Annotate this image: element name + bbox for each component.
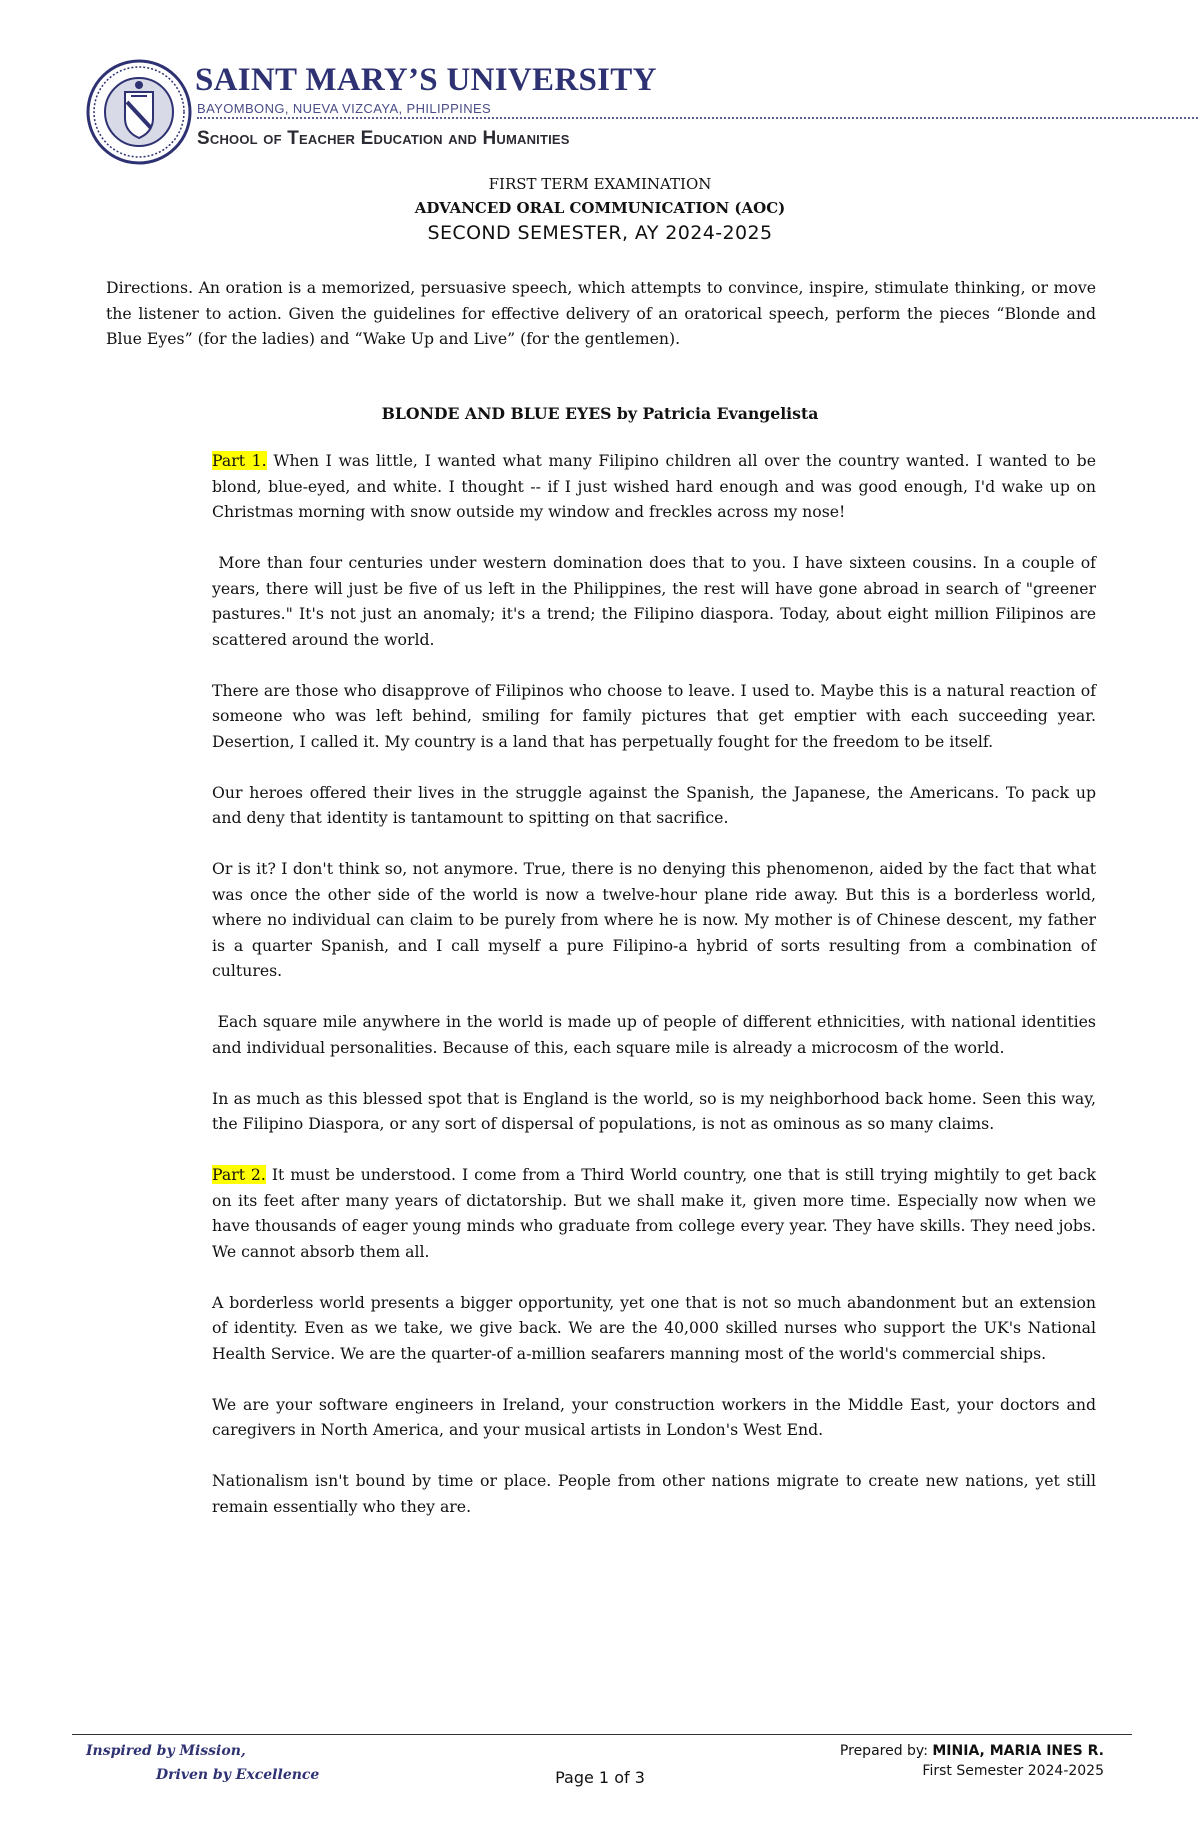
paragraph: Nationalism isn't bound by time or place. People from other nations migrate to create new nations, yet still remain essentially who they are.	[212, 1471, 1096, 1516]
motto-line-1: Inspired by Mission,	[86, 1743, 246, 1759]
speech-body	[212, 448, 1096, 1545]
paragraph-text: It must be understood. I come from a Third World country, one that is still trying mightily to get back on its feet after many years of dictatorship. But we shall make it, given more time. Especially now when we have thousands of eager young minds who graduate from college every year. They have skills. They need jobs. We cannot absorb them all.	[212, 1165, 1096, 1261]
semester-title: SECOND SEMESTER, AY 2024-2025	[427, 222, 773, 244]
paragraph	[212, 1162, 1096, 1264]
paragraph-text: Each square mile anywhere in the world is made up of people of different ethnicities, with national identities and individual personalities. Because of this, each square mile is already a microcosm of the world.	[212, 1012, 1096, 1057]
paragraph-text: When I was little, I wanted what many Filipino children all over the country wanted. I wanted to be blond, blue-eyed, and white. I thought -- if I just wished hard enough and was good enough, I'd wake up on Christmas morning with snow outside my window and freckles across my nose!	[212, 451, 1096, 521]
part-label-highlight: Part 1.	[212, 451, 267, 470]
course-title: ADVANCED ORAL COMMUNICATION (AOC)	[414, 199, 786, 217]
paragraph: A borderless world presents a bigger opportunity, yet one that is not so much abandonment but an extension of identity. Even as we take, we give back. We are the 40,000 skilled nurses who support the UK's National Health Service. We are the quarter-of a-million seafarers manning most of the world's commercial ships.	[212, 1292, 1096, 1363]
page-number: Page 1 of 3	[555, 1768, 645, 1787]
exam-titles	[0, 172, 1200, 246]
header-divider	[197, 117, 1200, 119]
exam-title: FIRST TERM EXAMINATION	[488, 175, 712, 193]
paragraph: Or is it? I don't think so, not anymore. True, there is no denying this phenomenon, aided by the fact that what was once the other side of the world is now a twelve-hour plane ride away. But this is a borderless world, where no individual can claim to be purely from where he is now. My mother is of Chinese descent, my father is a quarter Spanish, and I call myself a pure Filipino-a hybrid of sorts resulting from a combination of cultures.	[212, 859, 1096, 980]
footer-divider	[72, 1734, 1132, 1735]
paragraph	[212, 1009, 1096, 1060]
piece-title: BLONDE AND BLUE EYES by Patricia Evangelista	[381, 404, 819, 423]
paragraph: Our heroes offered their lives in the struggle against the Spanish, the Japanese, the Americans. To pack up and deny that identity is tantamount to spitting on that sacrifice.	[212, 782, 1096, 827]
prepared-by	[840, 1741, 1104, 1781]
paragraph-text: More than four centuries under western domination does that to you. I have sixteen cousins. In a couple of years, there will just be five of us left in the Philippines, the rest will have gone abroad in search of "greener pastures." It's not just an anomaly; it's a trend; the Filipino diaspora. Today, about eight million Filipinos are scattered around the world.	[212, 553, 1096, 649]
letterhead	[85, 58, 1135, 158]
school-name: School of Teacher Education and Humanities	[197, 128, 570, 149]
part-label-highlight: Part 2.	[212, 1165, 266, 1184]
term-label: First Semester 2024-2025	[922, 1763, 1104, 1779]
paragraph: We are your software engineers in Ireland, your construction workers in the Middle East, your doctors and caregivers in North America, and your musical artists in London's West End.	[212, 1394, 1096, 1439]
motto-line-2: Driven by Excellence	[156, 1767, 320, 1783]
prepared-label: Prepared by:	[839, 1743, 933, 1759]
university-seal-icon	[85, 58, 193, 166]
directions-text: Directions. An oration is a memorized, persuasive speech, which attempts to convince, inspire, stimulate thinking, or move the listener to action. Given the guidelines for effective delivery of an oratorical speech, perform the pieces “Blonde and Blue Eyes” (for the ladies) and “Wake Up and Live” (for the gentlemen).	[106, 278, 1096, 348]
university-location: BAYOMBONG, NUEVA VIZCAYA, PHILIPPINES	[197, 101, 492, 116]
paragraph	[212, 550, 1096, 652]
paragraph: There are those who disapprove of Filipinos who choose to leave. I used to. Maybe this is a natural reaction of someone who was left behind, smiling for family pictures that get emptier with each succeeding year. Desertion, I called it. My country is a land that has perpetually fought for the freedom to be itself.	[212, 680, 1096, 751]
paragraph: In as much as this blessed spot that is England is the world, so is my neighborhood back home. Seen this way, the Filipino Diaspora, or any sort of dispersal of populations, is not as ominous as so many claims.	[212, 1088, 1096, 1133]
university-name: SAINT MARY’S UNIVERSITY	[195, 62, 657, 98]
paragraph	[212, 448, 1096, 525]
preparer-name: MINIA, MARIA INES R.	[932, 1743, 1104, 1759]
